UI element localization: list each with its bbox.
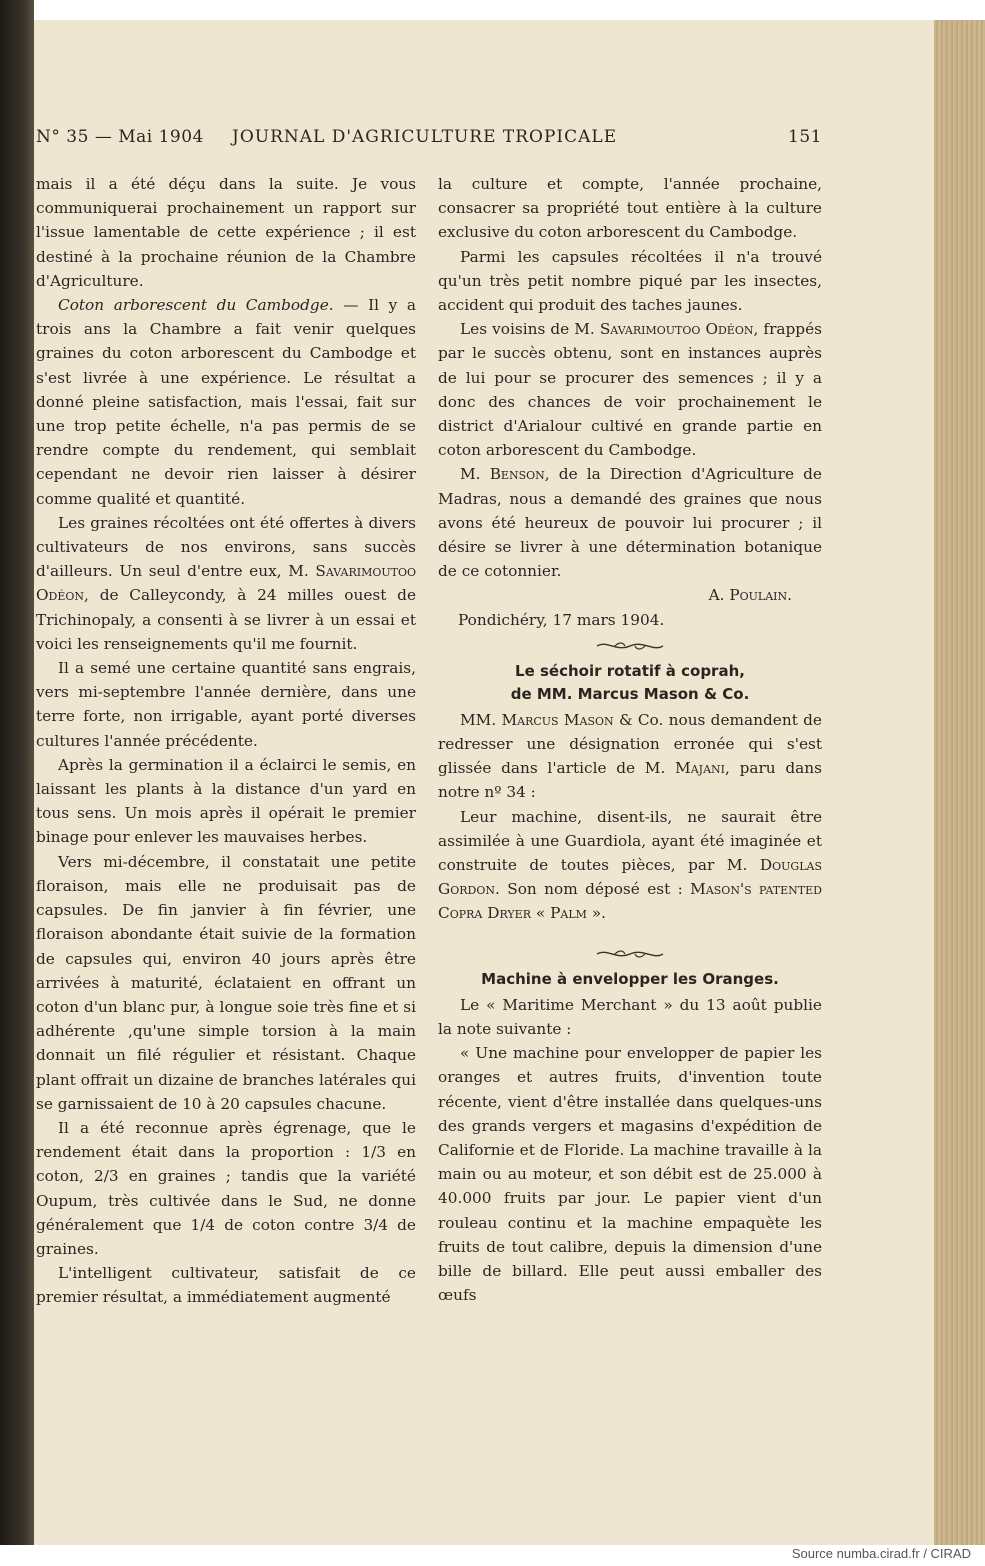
issue-number: N° 35 — Mai 1904 bbox=[36, 127, 204, 147]
running-head bbox=[36, 127, 822, 149]
paragraph: « Une machine pour envelopper de papier les oranges et autres fruits, d'invention toute récente, vient d'être installée dans quelques-uns des grands vergers et magasins d'expédition de Californie et de Floride. La machine travaille à la main ou au moteur, et son débit est de 25.000 à 40.000 fruits par jour. Le papier vient d'un rouleau continu et la machine empaquète les fruits de tout calibre, depuis la dimension d'une bille de billard. Elle peut aussi emballer des œufs bbox=[438, 1044, 822, 1305]
right-column bbox=[438, 172, 822, 1307]
paragraph: Le « Maritime Merchant » du 13 août publie la note suivante : bbox=[438, 995, 822, 1038]
article-heading: Le séchoir rotatif à coprah, de MM. Marcus Mason & Co. bbox=[510, 661, 750, 703]
journal-title: JOURNAL D'AGRICULTURE TROPICALE bbox=[232, 127, 618, 147]
author-signature: A. Poulain. bbox=[708, 586, 792, 605]
paragraph: MM. Marcus Mason & Co. nous demandent de redresser une désignation erronée qui s'est glissée dans l'article de M. Majani, paru dans notre nº 34 : bbox=[438, 710, 822, 802]
paragraph: Après la germination il a éclairci le semis, en laissant les plants à la distance d'un yard en tous sens. Un mois après il opérait le premier binage pour enlever les mauvaises herbes. bbox=[36, 755, 416, 847]
left-column bbox=[36, 172, 416, 1310]
fleuron-ornament bbox=[438, 632, 822, 658]
paragraph: Les graines récoltées ont été offertes à divers cultivateurs de nos environs, sans succès d'ailleurs. Un seul d'entre eux, M. Savarimoutoo Odéon, de Calleycondy, à 24 milles ouest de Trichinopaly, a consenti à se livrer à un essai et voici les renseignements qu'il me fournit. bbox=[36, 513, 416, 653]
fleuron-icon bbox=[595, 640, 665, 652]
paragraph: M. Benson, de la Direction d'Agriculture de Madras, nous a demandé des graines que nous avons été heureux de pouvoir lui procurer ; il désire se livrer à une détermination botanique de ce cotonnier. bbox=[438, 465, 822, 581]
paragraph: Coton arborescent du Cambodge. — Il y a trois ans la Chambre a fait venir quelques graines du coton arborescent du Cambodge et s'est livrée à une expérience. Le résultat a donné pleine satisfaction, mais l'essai, fait sur une trop petite échelle, n'a pas permis de se rendre compte du rendement, qui semblait cependant ne devoir rien laisser à désirer comme qualité et quantité. bbox=[36, 296, 416, 508]
paragraph: Il a été reconnue après égrenage, que le rendement était dans la proportion : 1/3 en coton, 2/3 en graines ; tandis que la variété Oupum, très cultivée dans le Sud, ne donne généralement que 1/4 de coton contre 3/4 de graines. bbox=[36, 1118, 416, 1258]
paragraph: Il a semé une certaine quantité sans engrais, vers mi-septembre l'année dernière, dans une terre forte, non irrigable, ayant porté diverses cultures l'année précédente. bbox=[36, 659, 416, 750]
spacer bbox=[438, 926, 822, 940]
fleuron-icon bbox=[595, 948, 665, 960]
paragraph: Les voisins de M. Savarimoutoo Odéon, frappés par le succès obtenu, sont en instances auprès de lui pour se procurer des semences ; il y a donc des chances de voir prochainement le district d'Arialour cultivé en grande partie en coton arborescent du Cambodge. bbox=[438, 320, 822, 460]
company-name: Marcus Mason bbox=[501, 710, 614, 729]
person-name: Majani, bbox=[675, 759, 730, 778]
person-name: Benson, bbox=[489, 465, 550, 484]
paragraph: L'intelligent cultivateur, satisfait de ce premier résultat, a immédiatement augmenté bbox=[36, 1264, 416, 1307]
fleuron-ornament bbox=[438, 940, 822, 966]
paragraph: Leur machine, disent-ils, ne saurait être assimilée à une Guardiola, ayant été imaginée et construite de toutes pièces, par M. Douglas Gordon. Son nom déposé est : Mason's patented Copra Dryer « Palm ». bbox=[438, 807, 822, 923]
person-name: Savarimoutoo Odéon, bbox=[599, 320, 759, 339]
dateline: Pondichéry, 17 mars 1904. bbox=[458, 610, 665, 629]
article-heading: Machine à envelopper les Oranges. bbox=[481, 969, 779, 988]
book-binding-edge bbox=[0, 0, 34, 1545]
paragraph: Vers mi-décembre, il constatait une petite floraison, mais elle ne produisait pas de capsules. De fin janvier à fin février, une floraison abondante était suivie de la formation de capsules qui, environ 40 jours après être arrivées à maturité, éclataient en offrant un coton d'un blanc pur, à longue soie très fine et si adhérente ,qu'une simple torsion à la main donnait un filé régulier et résistant. Chaque plant offrait un dizaine de branches latérales qui se garnissaient de 10 à 20 capsules chacune. bbox=[36, 852, 416, 1113]
section-lead: Coton arborescent du Cambodge. — bbox=[58, 296, 359, 315]
person-name: Savarimoutoo Odéon, bbox=[36, 562, 416, 605]
paragraph: mais il a été déçu dans la suite. Je vous communiquerai prochainement un rapport sur l'issue lamentable de cette expérience ; il est destiné à la prochaine réunion de la Chambre d'Agriculture. bbox=[36, 175, 416, 290]
page-number: 151 bbox=[788, 127, 822, 147]
page-stack-edge bbox=[934, 20, 985, 1545]
source-credit: Source numba.cirad.fr / CIRAD bbox=[791, 1546, 971, 1561]
paragraph: Parmi les capsules récoltées il n'a trouvé qu'un très petit nombre piqué par les insectes, accident qui produit des taches jaunes. bbox=[438, 247, 822, 315]
trademark-name: Mason's patented Copra Dryer « Palm ». bbox=[438, 880, 822, 923]
paragraph: la culture et compte, l'année prochaine, consacrer sa propriété tout entière à la culture exclusive du coton arborescent du Cambodge. bbox=[438, 175, 822, 242]
person-name: Douglas Gordon. bbox=[438, 856, 822, 899]
